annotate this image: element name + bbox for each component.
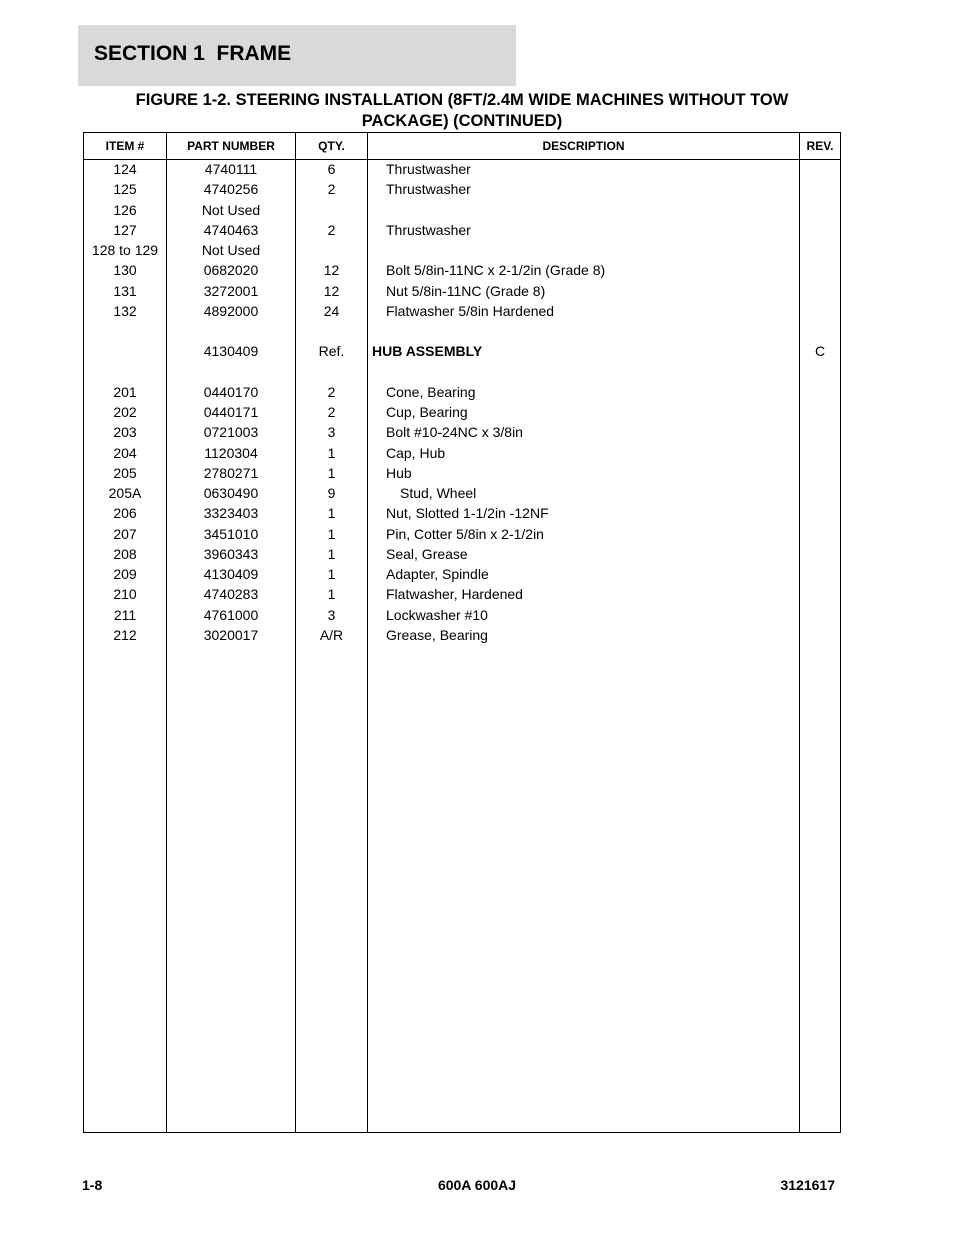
qty-cell: 3	[327, 424, 336, 441]
part-number-cell: 3451010	[203, 525, 259, 542]
part-number-cell: 4130409	[203, 343, 259, 360]
part-number-cell: 4740283	[203, 586, 259, 603]
table-row	[84, 260, 840, 280]
part-number-cell: 4761000	[203, 606, 259, 623]
item-cell: 203	[113, 424, 137, 441]
part-number-cell: 4740111	[204, 161, 258, 177]
qty-cell: 1	[327, 525, 336, 542]
table-row	[84, 200, 840, 220]
description-cell: Grease, Bearing	[386, 626, 488, 643]
part-number-cell: 4740463	[203, 221, 259, 238]
description-cell: HUB ASSEMBLY	[372, 343, 483, 360]
description-cell: Flatwasher, Hardened	[386, 586, 523, 603]
item-cell: 202	[113, 404, 137, 420]
item-cell: 125	[113, 181, 137, 198]
table-row	[84, 159, 840, 179]
description-cell: Thrustwasher	[386, 161, 471, 177]
description-cell: Thrustwasher	[386, 181, 471, 198]
table-row	[84, 443, 840, 463]
description-cell: Seal, Grease	[386, 545, 468, 562]
section-banner	[78, 25, 516, 86]
figure-title-line-1: FIGURE 1-2. STEERING INSTALLATION (8FT/2.4M WIDE MACHINES WITHOUT TOW	[135, 91, 789, 109]
table-row	[84, 463, 840, 483]
item-cell: 208	[113, 545, 137, 562]
item-cell: 131	[113, 282, 137, 299]
footer-model: 600A 600AJ	[437, 1177, 517, 1193]
table-row	[84, 301, 840, 321]
table-row	[84, 240, 840, 260]
item-cell: 212	[113, 626, 137, 643]
qty-cell: 12	[323, 282, 340, 299]
parts-table	[83, 132, 841, 1133]
item-cell: 205A	[108, 485, 142, 501]
figure-title-line-2: PACKAGE) (CONTINUED)	[361, 112, 563, 130]
table-row	[84, 483, 840, 503]
qty-cell: 1	[327, 566, 336, 582]
part-number-cell: 0440171	[203, 404, 259, 420]
footer-doc-number: 3121617	[780, 1177, 835, 1193]
table-body	[84, 159, 840, 645]
header-qty: QTY.	[318, 139, 345, 153]
item-cell: 207	[113, 525, 137, 542]
table-row	[84, 362, 840, 382]
item-cell: 124	[113, 161, 137, 177]
table-row	[84, 321, 840, 341]
qty-cell: 2	[327, 221, 336, 238]
part-number-cell: Not Used	[201, 201, 261, 218]
item-cell: 210	[113, 586, 137, 603]
qty-cell: 2	[327, 383, 336, 400]
description-cell: Stud, Wheel	[400, 485, 477, 501]
table-row	[84, 524, 840, 544]
description-cell: Adapter, Spindle	[386, 566, 489, 582]
part-number-cell: 0682020	[203, 262, 259, 279]
part-number-cell: 4740256	[203, 181, 259, 198]
table-row	[84, 625, 840, 645]
part-number-cell: 1120304	[204, 444, 258, 461]
table-row	[84, 220, 840, 240]
qty-cell: 1	[327, 505, 336, 522]
item-cell: 206	[113, 505, 137, 522]
part-number-cell: Not Used	[201, 242, 261, 258]
part-number-cell: 4130409	[203, 566, 259, 582]
description-cell: Cap, Hub	[386, 444, 446, 461]
part-number-cell: 3272001	[203, 282, 259, 299]
description-cell: Nut, Slotted 1-1/2in -12NF	[386, 505, 549, 522]
header-item: ITEM #	[105, 139, 145, 153]
description-cell: Bolt #10-24NC x 3/8in	[386, 424, 523, 441]
qty-cell: 2	[327, 181, 336, 198]
qty-cell: 24	[323, 302, 340, 319]
description-cell: Cone, Bearing	[386, 383, 476, 400]
part-number-cell: 4892000	[203, 302, 259, 319]
qty-cell: A/R	[319, 626, 344, 643]
table-row	[84, 402, 840, 422]
qty-cell: 1	[327, 586, 336, 603]
qty-cell: 3	[327, 606, 336, 623]
description-cell: Hub	[386, 464, 412, 481]
part-number-cell: 3020017	[203, 626, 259, 643]
part-number-cell: 0630490	[203, 485, 259, 501]
header-part-number: PART NUMBER	[187, 139, 275, 153]
table-row	[84, 544, 840, 564]
table-row	[84, 605, 840, 625]
part-number-cell: 3960343	[203, 545, 259, 562]
rev-cell: C	[814, 343, 826, 360]
figure-title	[84, 90, 840, 132]
qty-cell: Ref.	[318, 343, 345, 360]
description-cell: Flatwasher 5/8in Hardened	[386, 302, 555, 319]
item-cell: 209	[113, 566, 137, 582]
item-cell: 128 to 129	[91, 242, 159, 258]
table-row	[84, 179, 840, 199]
qty-cell: 1	[327, 545, 336, 562]
qty-cell: 1	[327, 444, 336, 461]
item-cell: 201	[113, 383, 137, 400]
part-number-cell: 3323403	[203, 505, 259, 522]
part-number-cell: 2780271	[203, 464, 259, 481]
description-cell: Pin, Cotter 5/8in x 2-1/2in	[386, 525, 544, 542]
item-cell: 130	[113, 262, 137, 279]
table-row	[84, 584, 840, 604]
header-rev: REV.	[806, 139, 834, 153]
qty-cell: 12	[323, 262, 340, 279]
footer-page-number: 1-8	[82, 1177, 103, 1193]
qty-cell: 9	[327, 485, 336, 501]
table-row	[84, 382, 840, 402]
item-cell: 126	[113, 201, 137, 218]
description-cell: Cup, Bearing	[386, 404, 468, 420]
table-row	[84, 281, 840, 301]
description-cell: Lockwasher #10	[386, 606, 488, 623]
description-cell: Nut 5/8in-11NC (Grade 8)	[386, 282, 546, 299]
description-cell: Bolt 5/8in-11NC x 2-1/2in (Grade 8)	[386, 262, 606, 279]
item-cell: 127	[113, 221, 137, 238]
section-title: SECTION 1 FRAME	[94, 42, 292, 65]
table-row	[84, 422, 840, 442]
item-cell: 132	[113, 302, 137, 319]
description-cell: Thrustwasher	[386, 221, 471, 238]
item-cell: 211	[113, 606, 137, 623]
part-number-cell: 0440170	[203, 383, 259, 400]
part-number-cell: 0721003	[203, 424, 259, 441]
qty-cell: 1	[327, 464, 336, 481]
qty-cell: 6	[327, 161, 336, 177]
table-row	[84, 564, 840, 584]
qty-cell: 2	[327, 404, 336, 420]
item-cell: 205	[113, 464, 137, 481]
table-row	[84, 341, 840, 361]
header-description: DESCRIPTION	[542, 139, 625, 153]
table-row	[84, 503, 840, 523]
item-cell: 204	[113, 444, 137, 461]
